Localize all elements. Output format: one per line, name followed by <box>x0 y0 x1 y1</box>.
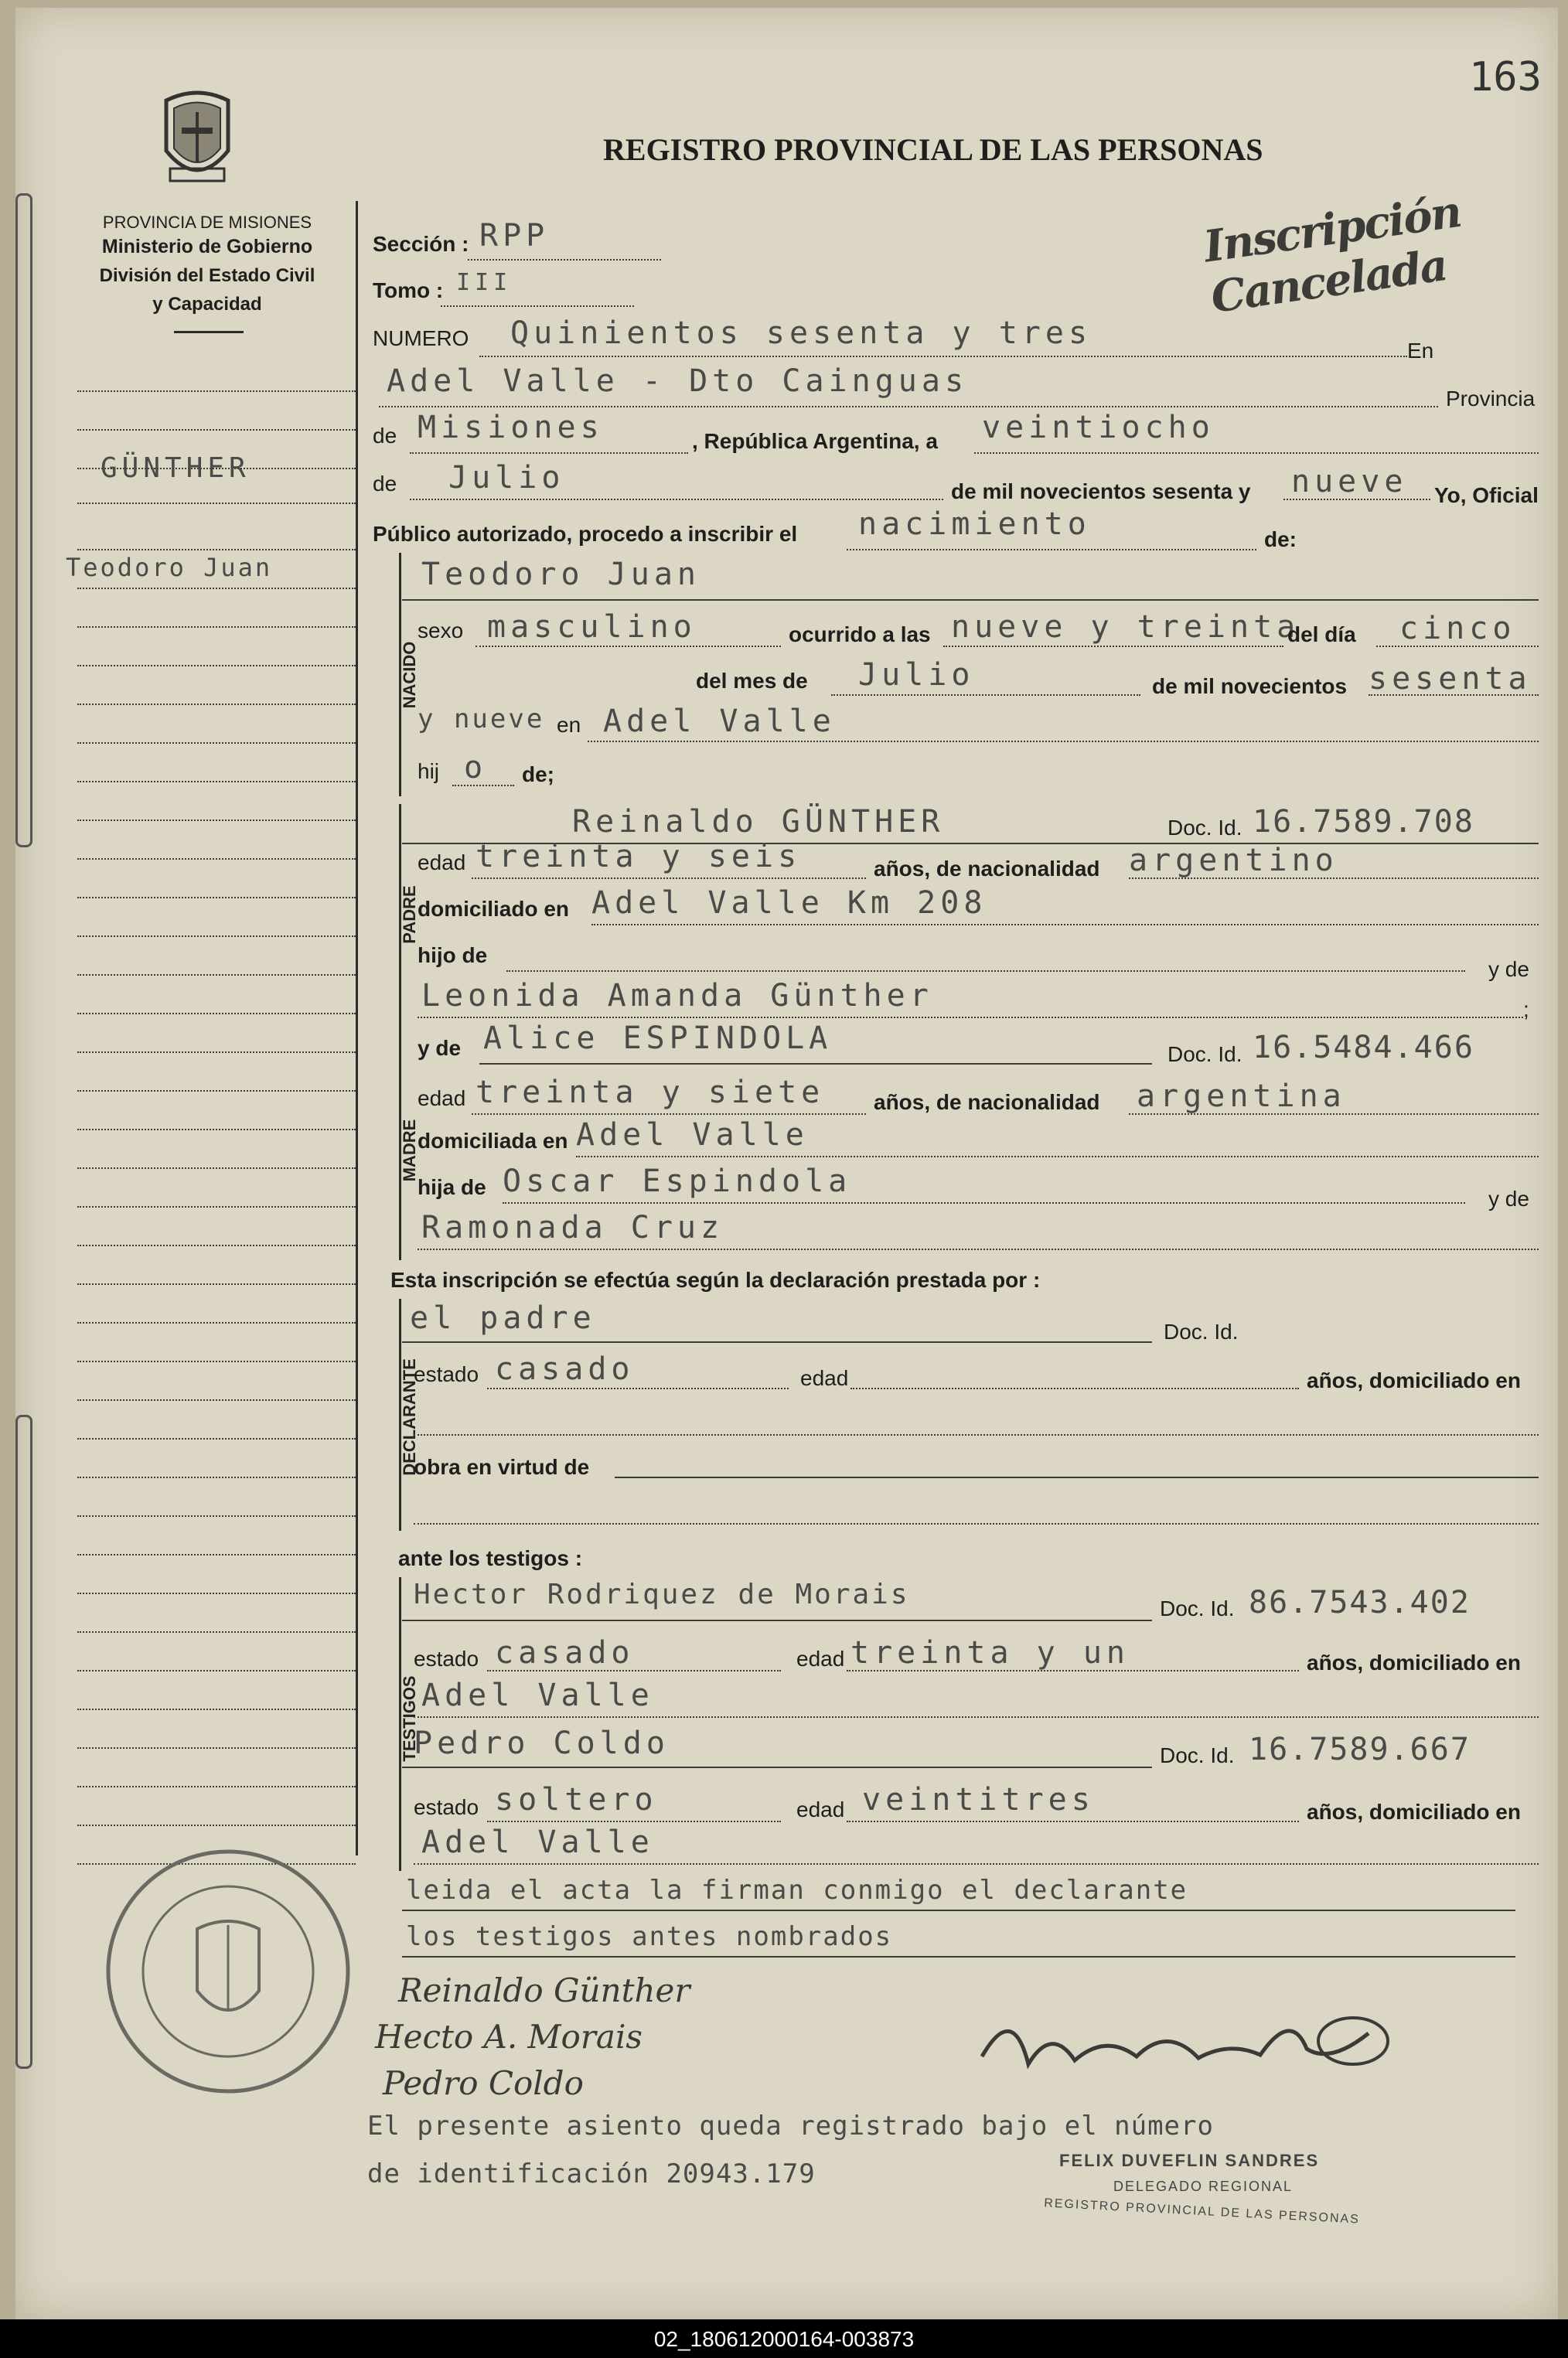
padre-edad-value: treinta y seis <box>476 839 802 874</box>
padre-dom-value: Adel Valle Km 208 <box>591 885 987 921</box>
hij-value: o <box>464 750 488 785</box>
nota-1: leida el acta la firman conmigo el declarante <box>406 1875 1188 1906</box>
dia-value: veintiocho <box>982 410 1215 445</box>
declaracion-label: Esta inscripción se efectúa según la declaración prestada por : <box>390 1268 1041 1292</box>
file-id: 02_180612000164-003873 <box>653 2327 915 2351</box>
de-mil-2-label: de mil novecientos <box>1152 674 1348 698</box>
official-seal-icon <box>101 1844 356 2099</box>
margin-surname: GÜNTHER <box>101 452 251 484</box>
anotacion-2: de identificación 20943.179 <box>367 2159 816 2189</box>
yo-oficial-label: Yo, Oficial <box>1434 483 1539 507</box>
declarante-estado-label: estado <box>414 1362 479 1386</box>
de-label: de <box>373 424 397 448</box>
lugar-value: Adel Valle - Dto Cainguas <box>387 363 969 399</box>
testigo2-estado-label: estado <box>414 1795 479 1819</box>
firma-padre: Reinaldo Günther <box>398 1971 690 2009</box>
provincia-value: Misiones <box>418 410 604 445</box>
testigo1-estado-label: estado <box>414 1647 479 1671</box>
nombre-value: Teodoro Juan <box>421 557 700 592</box>
firma-oficial-icon <box>966 1995 1399 2095</box>
declarante-estado-value: casado <box>495 1351 635 1387</box>
dia-nac-value: cinco <box>1399 611 1516 646</box>
en-2-label: en <box>557 713 581 737</box>
obra-label: obra en virtud de <box>414 1455 590 1479</box>
madre-y-de-label: y de <box>418 1036 462 1060</box>
madre-section-label: MADRE <box>400 1119 419 1182</box>
del-dia-label: del día <box>1287 622 1356 646</box>
madre-madre-value: Ramonada Cruz <box>421 1210 724 1245</box>
oficial-cargo: DELEGADO REGIONAL <box>1113 2179 1294 2194</box>
provincial-emblem-icon <box>155 85 240 193</box>
testigo2-doc-label: Doc. Id. <box>1160 1743 1235 1767</box>
de-semi-label: de; <box>522 762 554 786</box>
padre-nac-value: argentino <box>1129 843 1338 878</box>
madre-hija-label: hija de <box>418 1175 486 1199</box>
declarante-dom-label: años, domiciliado en <box>1307 1368 1521 1392</box>
declarante-section-label: DECLARANTE <box>400 1358 419 1476</box>
oficial-nombre: FELIX DUVEFLIN SANDRES <box>1059 2151 1320 2170</box>
provincia-label: Provincia <box>1446 387 1536 411</box>
org-rule <box>174 331 244 333</box>
padre-hijo-label: hijo de <box>418 943 488 967</box>
padre-doc-label: Doc. Id. <box>1167 816 1242 840</box>
del-mes-label: del mes de <box>696 669 808 693</box>
mes-value: Julio <box>448 460 565 496</box>
padre-dom-label: domiciliado en <box>418 897 570 921</box>
margin-given-names: Teodoro Juan <box>66 553 273 582</box>
page-title: REGISTRO PROVINCIAL DE LAS PERSONAS <box>603 132 1263 167</box>
hij-label: hij <box>418 759 440 783</box>
padre-nombre-value: Reinaldo GÜNTHER <box>572 804 945 840</box>
testigo1-edad-label: edad <box>796 1647 845 1671</box>
de-colon-label: de: <box>1264 527 1297 551</box>
hora-value: nueve y treinta <box>951 609 1300 645</box>
padre-nac-label: años, de nacionalidad <box>874 857 1100 881</box>
madre-nac-label: años, de nacionalidad <box>874 1090 1100 1114</box>
firma-testigo-1: Hecto A. Morais <box>375 2018 643 2056</box>
padre-doc-value: 16.7589.708 <box>1253 804 1474 840</box>
register-page <box>15 8 1558 2319</box>
testigo2-doc-value: 16.7589.667 <box>1249 1732 1471 1767</box>
republica-label: , República Argentina, a <box>692 429 938 453</box>
testigo2-dom-label: años, domiciliado en <box>1307 1800 1521 1824</box>
sexo-value: masculino <box>487 609 697 645</box>
anio-nac-1-value: sesenta <box>1369 661 1532 697</box>
testigo1-dom-label: años, domiciliado en <box>1307 1651 1521 1675</box>
lugar-nac-value: Adel Valle <box>603 704 836 739</box>
madre-doc-value: 16.5484.466 <box>1253 1030 1474 1065</box>
org-ministry: Ministerio de Gobierno <box>101 236 313 257</box>
testigo1-doc-value: 86.7543.402 <box>1249 1585 1471 1620</box>
ocurrido-label: ocurrido a las <box>789 622 931 646</box>
padre-madre-value: Leonida Amanda Günther <box>421 978 933 1014</box>
binding-staple-top <box>15 193 32 847</box>
main-left-border <box>356 201 358 1855</box>
testigo1-edad-value: treinta y un <box>850 1635 1130 1671</box>
page-number: 163 <box>1469 54 1542 101</box>
testigos-section-label: TESTIGOS <box>400 1675 419 1762</box>
padre-y-de-label: y de <box>1488 957 1529 981</box>
madre-dom-value: Adel Valle <box>576 1117 809 1153</box>
madre-nombre-value: Alice ESPINDOLA <box>483 1021 833 1056</box>
tomo-value: III <box>456 269 513 296</box>
padre-section-label: PADRE <box>400 885 419 944</box>
anio-value: nueve <box>1291 464 1408 499</box>
testigo2-estado-value: soltero <box>495 1782 658 1818</box>
testigo2-nombre-value: Pedro Coldo <box>414 1726 670 1761</box>
org-division: División del Estado Civil <box>99 265 315 286</box>
mes-nac-value: Julio <box>858 657 975 693</box>
tipo-value: nacimiento <box>858 506 1091 542</box>
testigo1-dom-value: Adel Valle <box>421 1678 654 1713</box>
madre-doc-label: Doc. Id. <box>1167 1042 1242 1066</box>
cancellation-stamp: Inscripción Cancelada <box>1201 186 1464 324</box>
testigo1-doc-label: Doc. Id. <box>1160 1596 1235 1620</box>
testigo2-edad-value: veintitres <box>862 1782 1095 1818</box>
sexo-label: sexo <box>418 618 464 642</box>
ante-testigos-label: ante los testigos : <box>398 1546 583 1570</box>
nacido-section-label: NACIDO <box>400 641 419 709</box>
tomo-label: Tomo : <box>373 278 444 302</box>
testigo1-nombre-value: Hector Rodriquez de Morais <box>414 1579 910 1610</box>
org-province: PROVINCIA DE MISIONES <box>102 213 312 232</box>
nota-2: los testigos antes nombrados <box>406 1921 893 1952</box>
madre-y-de-label-2: y de <box>1488 1187 1529 1211</box>
testigo2-dom-value: Adel Valle <box>421 1825 654 1860</box>
binding-staple-bottom <box>15 1415 32 2069</box>
testigo2-edad-label: edad <box>796 1797 845 1821</box>
declarante-doc-label: Doc. Id. <box>1164 1320 1239 1344</box>
de-mil-label: de mil novecientos sesenta y <box>951 479 1251 503</box>
declarante-value: el padre <box>410 1300 596 1336</box>
declarante-edad-label: edad <box>800 1366 849 1390</box>
numero-label: NUMERO <box>373 326 469 350</box>
padre-edad-label: edad <box>418 850 466 874</box>
org-capacity: y Capacidad <box>152 294 262 315</box>
firma-testigo-2: Pedro Coldo <box>383 2064 584 2102</box>
madre-nac-value: argentina <box>1137 1078 1346 1114</box>
madre-dom-label: domiciliada en <box>418 1129 568 1153</box>
seccion-value: RPP <box>479 218 550 254</box>
padre-semicolon: ; <box>1523 997 1529 1021</box>
publico-label: Público autorizado, procedo a inscribir el <box>373 522 798 546</box>
madre-padre-value: Oscar Espindola <box>503 1164 852 1199</box>
anio-nac-2-value: y nueve <box>418 704 545 734</box>
anotacion-1: El presente asiento queda registrado bajo el número <box>367 2111 1214 2142</box>
numero-value: Quinientos sesenta y tres <box>510 315 1092 351</box>
seccion-label: Sección : <box>373 232 469 256</box>
madre-edad-value: treinta y siete <box>476 1075 825 1110</box>
madre-edad-label: edad <box>418 1086 466 1110</box>
en-label: En <box>1407 339 1434 363</box>
testigo1-estado-value: casado <box>495 1635 635 1671</box>
de-label-2: de <box>373 472 397 496</box>
oficial-registro: REGISTRO PROVINCIAL DE LAS PERSONAS <box>1043 2196 1361 2227</box>
